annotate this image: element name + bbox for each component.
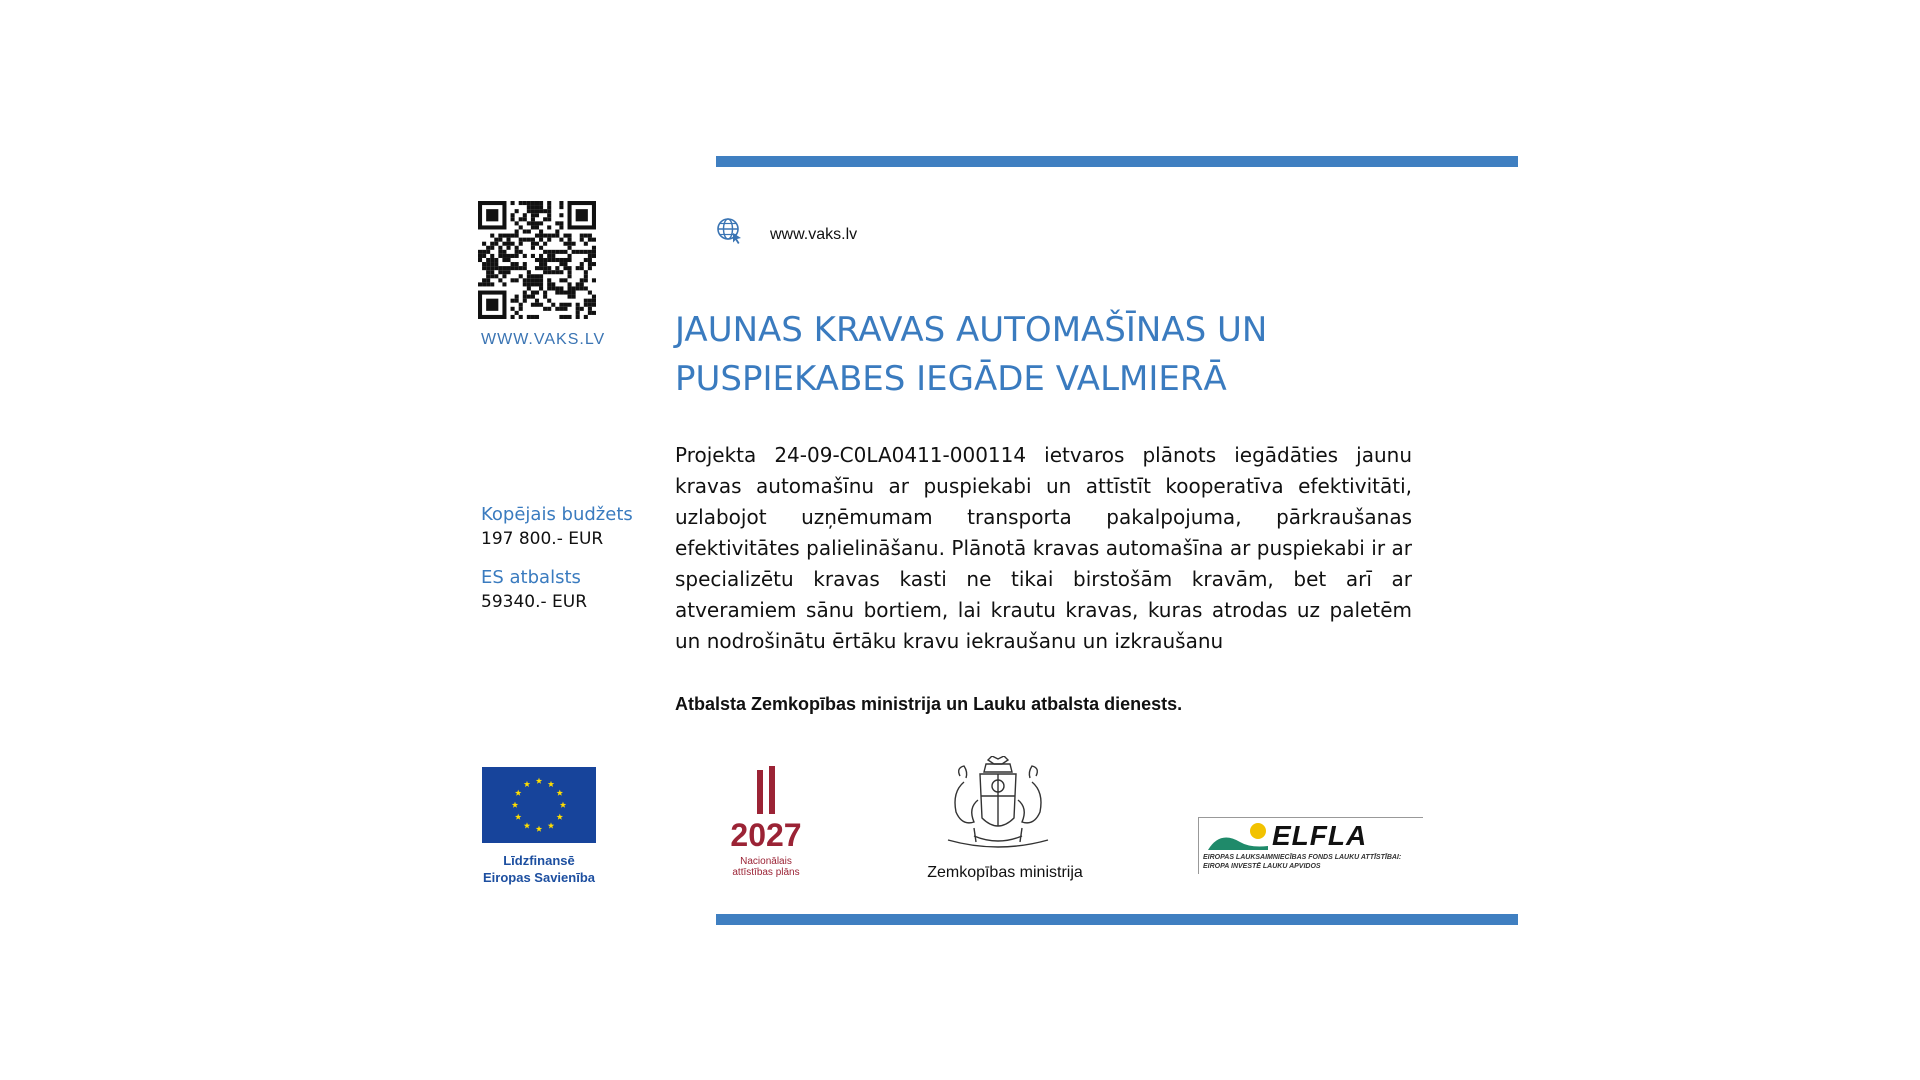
eu-caption-line-2: Eiropas Savienība: [483, 870, 595, 885]
coat-of-arms-icon: [934, 756, 1062, 862]
budget-value: 197 800.- EUR: [481, 529, 604, 549]
plan-caption: [712, 856, 820, 878]
elfla-caption-line-1: EIROPAS LAUKSAIMNIECĪBAS FONDS LAUKU ATTĪSTĪBAI:: [1203, 854, 1402, 861]
page-title: [675, 306, 1375, 404]
qr-code-icon: [478, 201, 596, 319]
bottom-accent-bar: [716, 914, 1518, 925]
website-url[interactable]: www.vaks.lv: [770, 226, 858, 243]
support-statement: Atbalsta Zemkopības ministrija un Lauku atbalsta dienests.: [675, 694, 1183, 714]
ministry-caption: Zemkopības ministrija: [927, 864, 1083, 881]
project-description: Projekta 24-09-C0LA0411-000114 ietvaros plānots iegādāties jaunu kravas automašīnu ar puspiekabi un attīstīt kooperatīva efektivitāti, uzlabojot uzņēmumam transporta pakalpojuma, pārkraušanas efektivitātes palielināšanu. Plānotā kravas automašīna ar puspiekabi ir ar specializētu kravas kasti ne tikai birstošām kravām, bet arī ar atveramiem sānu bortiem, lai krautu kravas, kuras atrodas uz paletēm un nodrošinātu ērtāku kravu iekraušanu un izkraušanu: [675, 443, 1412, 653]
elfla-landscape-icon: [1206, 822, 1276, 852]
elfla-wordmark: ELFLA: [1272, 820, 1368, 851]
elfla-caption-line-2: EIROPA INVESTĒ LAUKU APVIDOS: [1203, 863, 1321, 870]
eu-cofinance-caption: [470, 852, 608, 886]
qr-caption: WWW.VAKS.LV: [481, 331, 606, 348]
eu-support-value: 59340.- EUR: [481, 592, 588, 612]
top-accent-bar: [716, 156, 1518, 167]
title-line-2: PUSPIEKABES IEGĀDE VALMIERĀ: [675, 359, 1227, 399]
eu-support-label: ES atbalsts: [481, 567, 581, 588]
eu-flag-icon: [482, 767, 596, 843]
plan-caption-line-1: Nacionālais: [740, 856, 792, 867]
plan-caption-line-2: attīstības plāns: [732, 867, 800, 878]
budget-label: Kopējais budžets: [481, 504, 633, 525]
globe-icon: [716, 217, 744, 245]
elfla-caption: [1203, 853, 1423, 871]
title-line-1: JAUNAS KRAVAS AUTOMAŠĪNAS UN: [675, 310, 1268, 350]
eu-caption-line-1: Līdzfinansē: [503, 853, 575, 868]
plan-year: 2027: [730, 817, 802, 853]
